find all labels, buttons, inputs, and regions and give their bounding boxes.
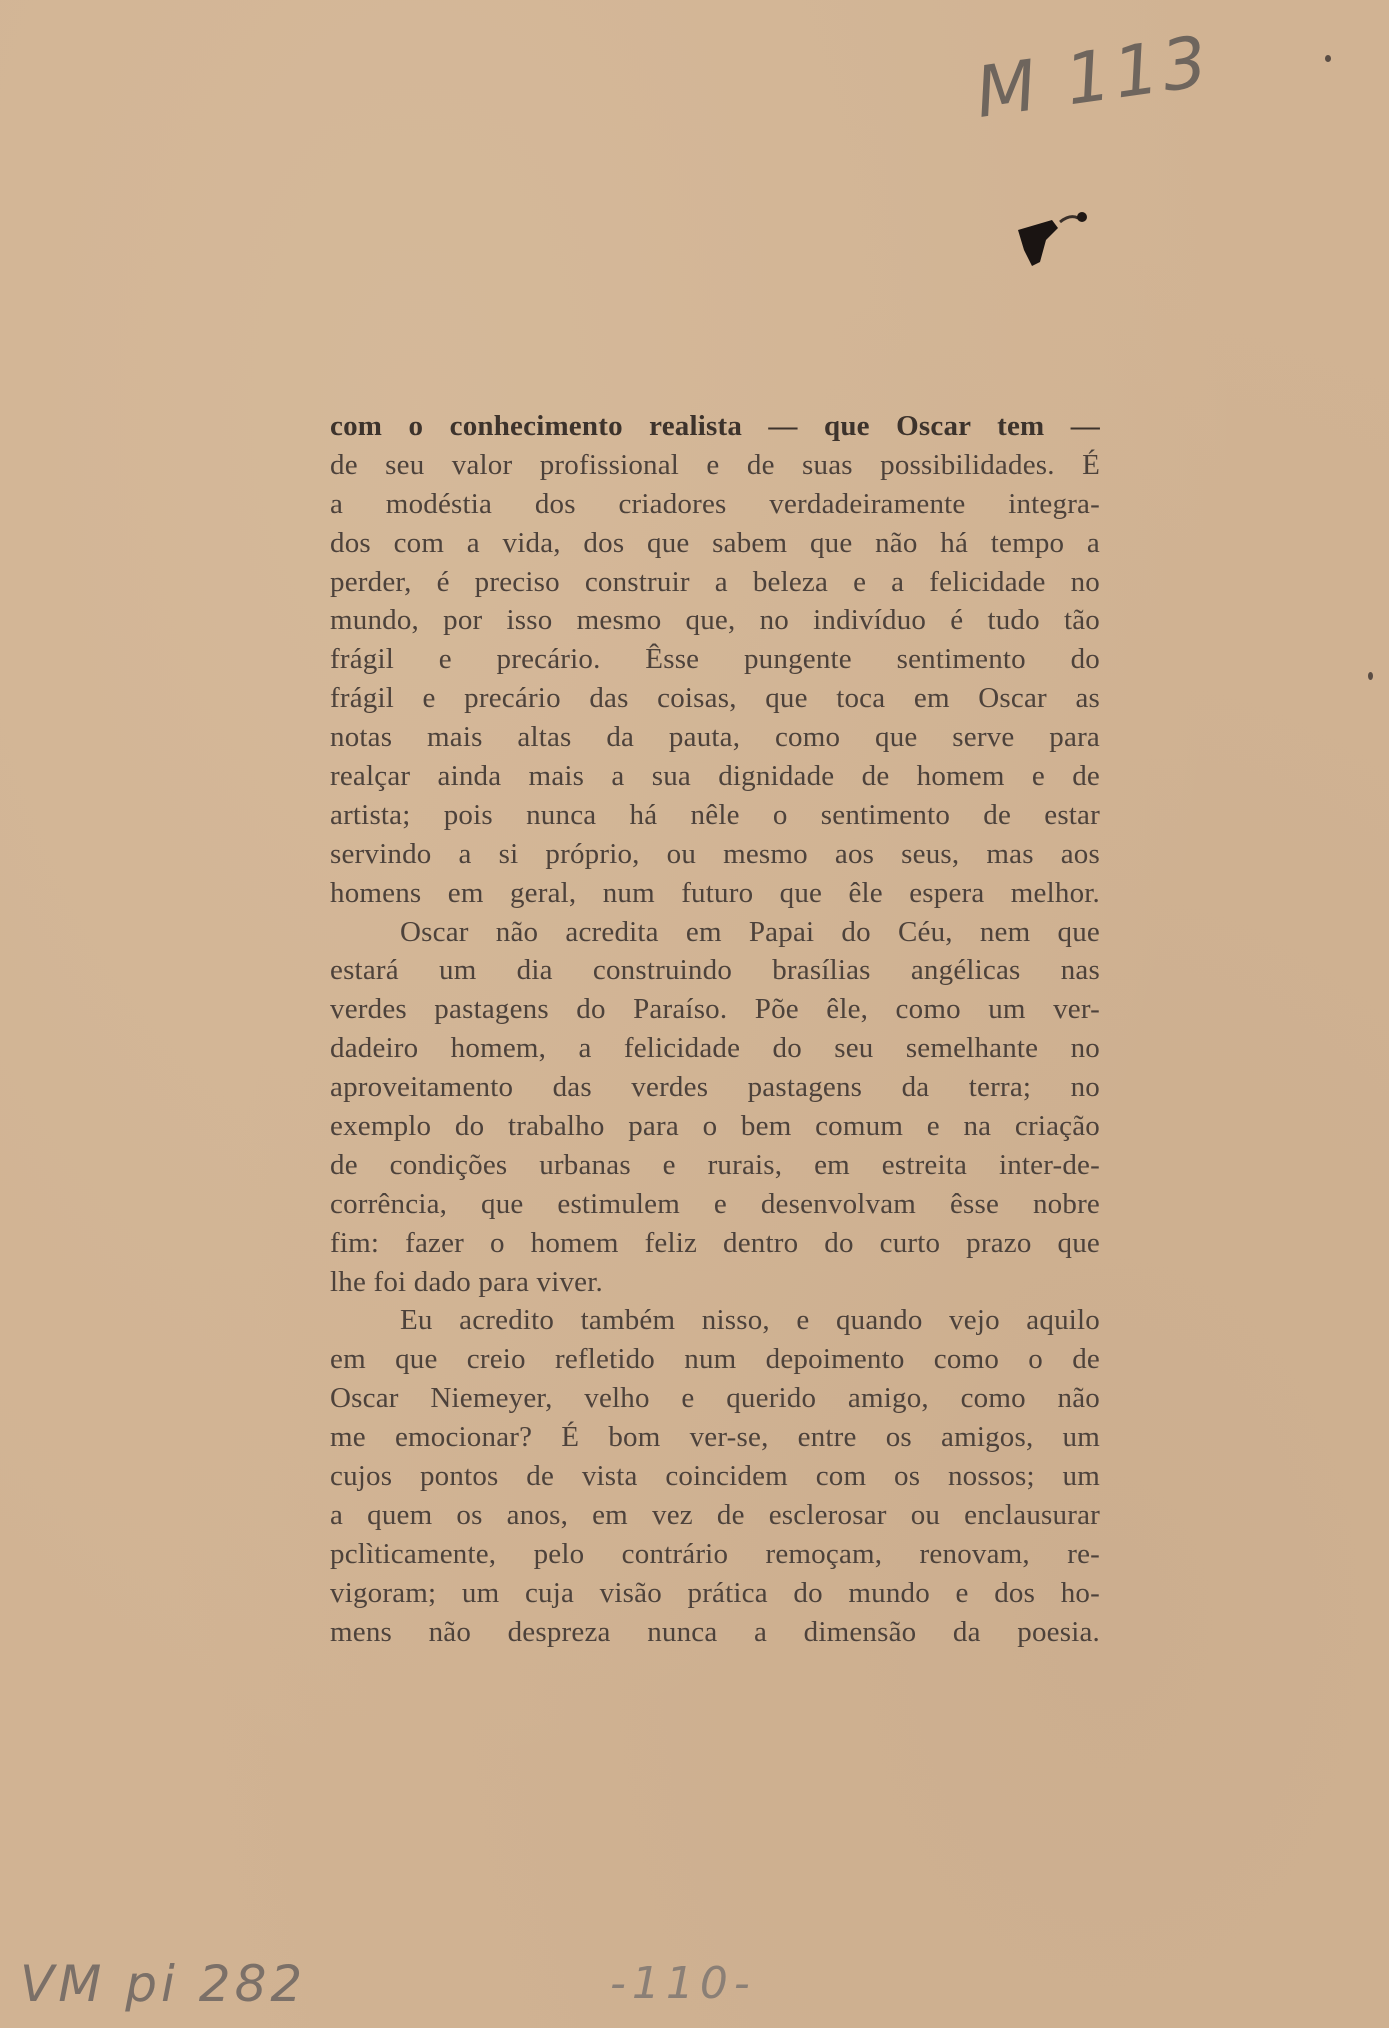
paper-speck bbox=[1325, 55, 1331, 62]
text-line: a modéstia dos criadores verdadeiramente integra- bbox=[330, 487, 1100, 520]
text-line: estará um dia construindo brasílias angélicas nas bbox=[330, 954, 1100, 987]
text-line: perder, é preciso construir a beleza e a felicidade no bbox=[330, 565, 1100, 598]
body-text bbox=[330, 407, 1100, 1652]
text-line: mundo, por isso mesmo que, no indivíduo é tudo tão bbox=[330, 604, 1100, 637]
page-number: -110- bbox=[610, 1958, 756, 2009]
handwritten-archive-reference: M 113 bbox=[970, 19, 1216, 134]
text-line: pclìticamente, pelo contrário remoçam, renovam, re- bbox=[330, 1537, 1100, 1570]
text-line: Eu acredito também nisso, e quando vejo aquilo bbox=[400, 1304, 1100, 1337]
text-line: em que creio refletido num depoimento como o de bbox=[330, 1343, 1100, 1376]
text-line: Oscar não acredita em Papai do Céu, nem que bbox=[400, 915, 1100, 948]
text-line: a quem os anos, em vez de esclerosar ou enclausurar bbox=[330, 1498, 1100, 1531]
text-line: mens não despreza nunca a dimensão da poesia. bbox=[330, 1615, 1100, 1648]
text-line: cujos pontos de vista coincidem com os nossos; um bbox=[330, 1460, 1100, 1493]
text-line: com o conhecimento realista — que Oscar tem — bbox=[330, 410, 1100, 442]
text-line: dadeiro homem, a felicidade do seu semelhante no bbox=[330, 1032, 1100, 1065]
text-line: fim: fazer o homem feliz dentro do curto prazo que bbox=[330, 1226, 1100, 1259]
text-line: artista; pois nunca há nêle o sentimento de estar bbox=[330, 798, 1100, 831]
text-line: realçar ainda mais a sua dignidade de homem e de bbox=[330, 760, 1100, 793]
text-line: de seu valor profissional e de suas possibilidades. É bbox=[330, 448, 1100, 481]
paragraph-1 bbox=[330, 407, 1100, 913]
text-line: frágil e precário. Êsse pungente sentimento do bbox=[330, 643, 1100, 676]
text-line: de condições urbanas e rurais, em estreita inter-de- bbox=[330, 1148, 1100, 1181]
text-line: servindo a si próprio, ou mesmo aos seus, mas aos bbox=[330, 837, 1100, 870]
paragraph-2 bbox=[330, 913, 1100, 1302]
text-line: notas mais altas da pauta, como que serve para bbox=[330, 721, 1100, 754]
text-line: aproveitamento das verdes pastagens da terra; no bbox=[330, 1071, 1100, 1104]
text-line: homens em geral, num futuro que êle espera melhor. bbox=[330, 876, 1100, 909]
text-line: me emocionar? É bom ver-se, entre os amigos, um bbox=[330, 1421, 1100, 1454]
text-line: Oscar Niemeyer, velho e querido amigo, como não bbox=[330, 1382, 1100, 1415]
paragraph-3 bbox=[330, 1301, 1100, 1651]
text-line: vigoram; um cuja visão prática do mundo e dos ho- bbox=[330, 1576, 1100, 1609]
text-line: frágil e precário das coisas, que toca em Oscar as bbox=[330, 682, 1100, 715]
text-line: corrência, que estimulem e desenvolvam êsse nobre bbox=[330, 1187, 1100, 1220]
text-line: exemplo do trabalho para o bem comum e na criação bbox=[330, 1110, 1100, 1143]
text-line: lhe foi dado para viver. bbox=[330, 1265, 603, 1298]
text-line: verdes pastagens do Paraíso. Põe êle, como um ver- bbox=[330, 993, 1100, 1026]
text-line: dos com a vida, dos que sabem que não há tempo a bbox=[330, 526, 1100, 559]
paper-speck bbox=[1368, 672, 1373, 680]
punched-hole-mark bbox=[1010, 200, 1100, 275]
handwritten-catalog-reference: VM pi 282 bbox=[20, 1955, 307, 2013]
